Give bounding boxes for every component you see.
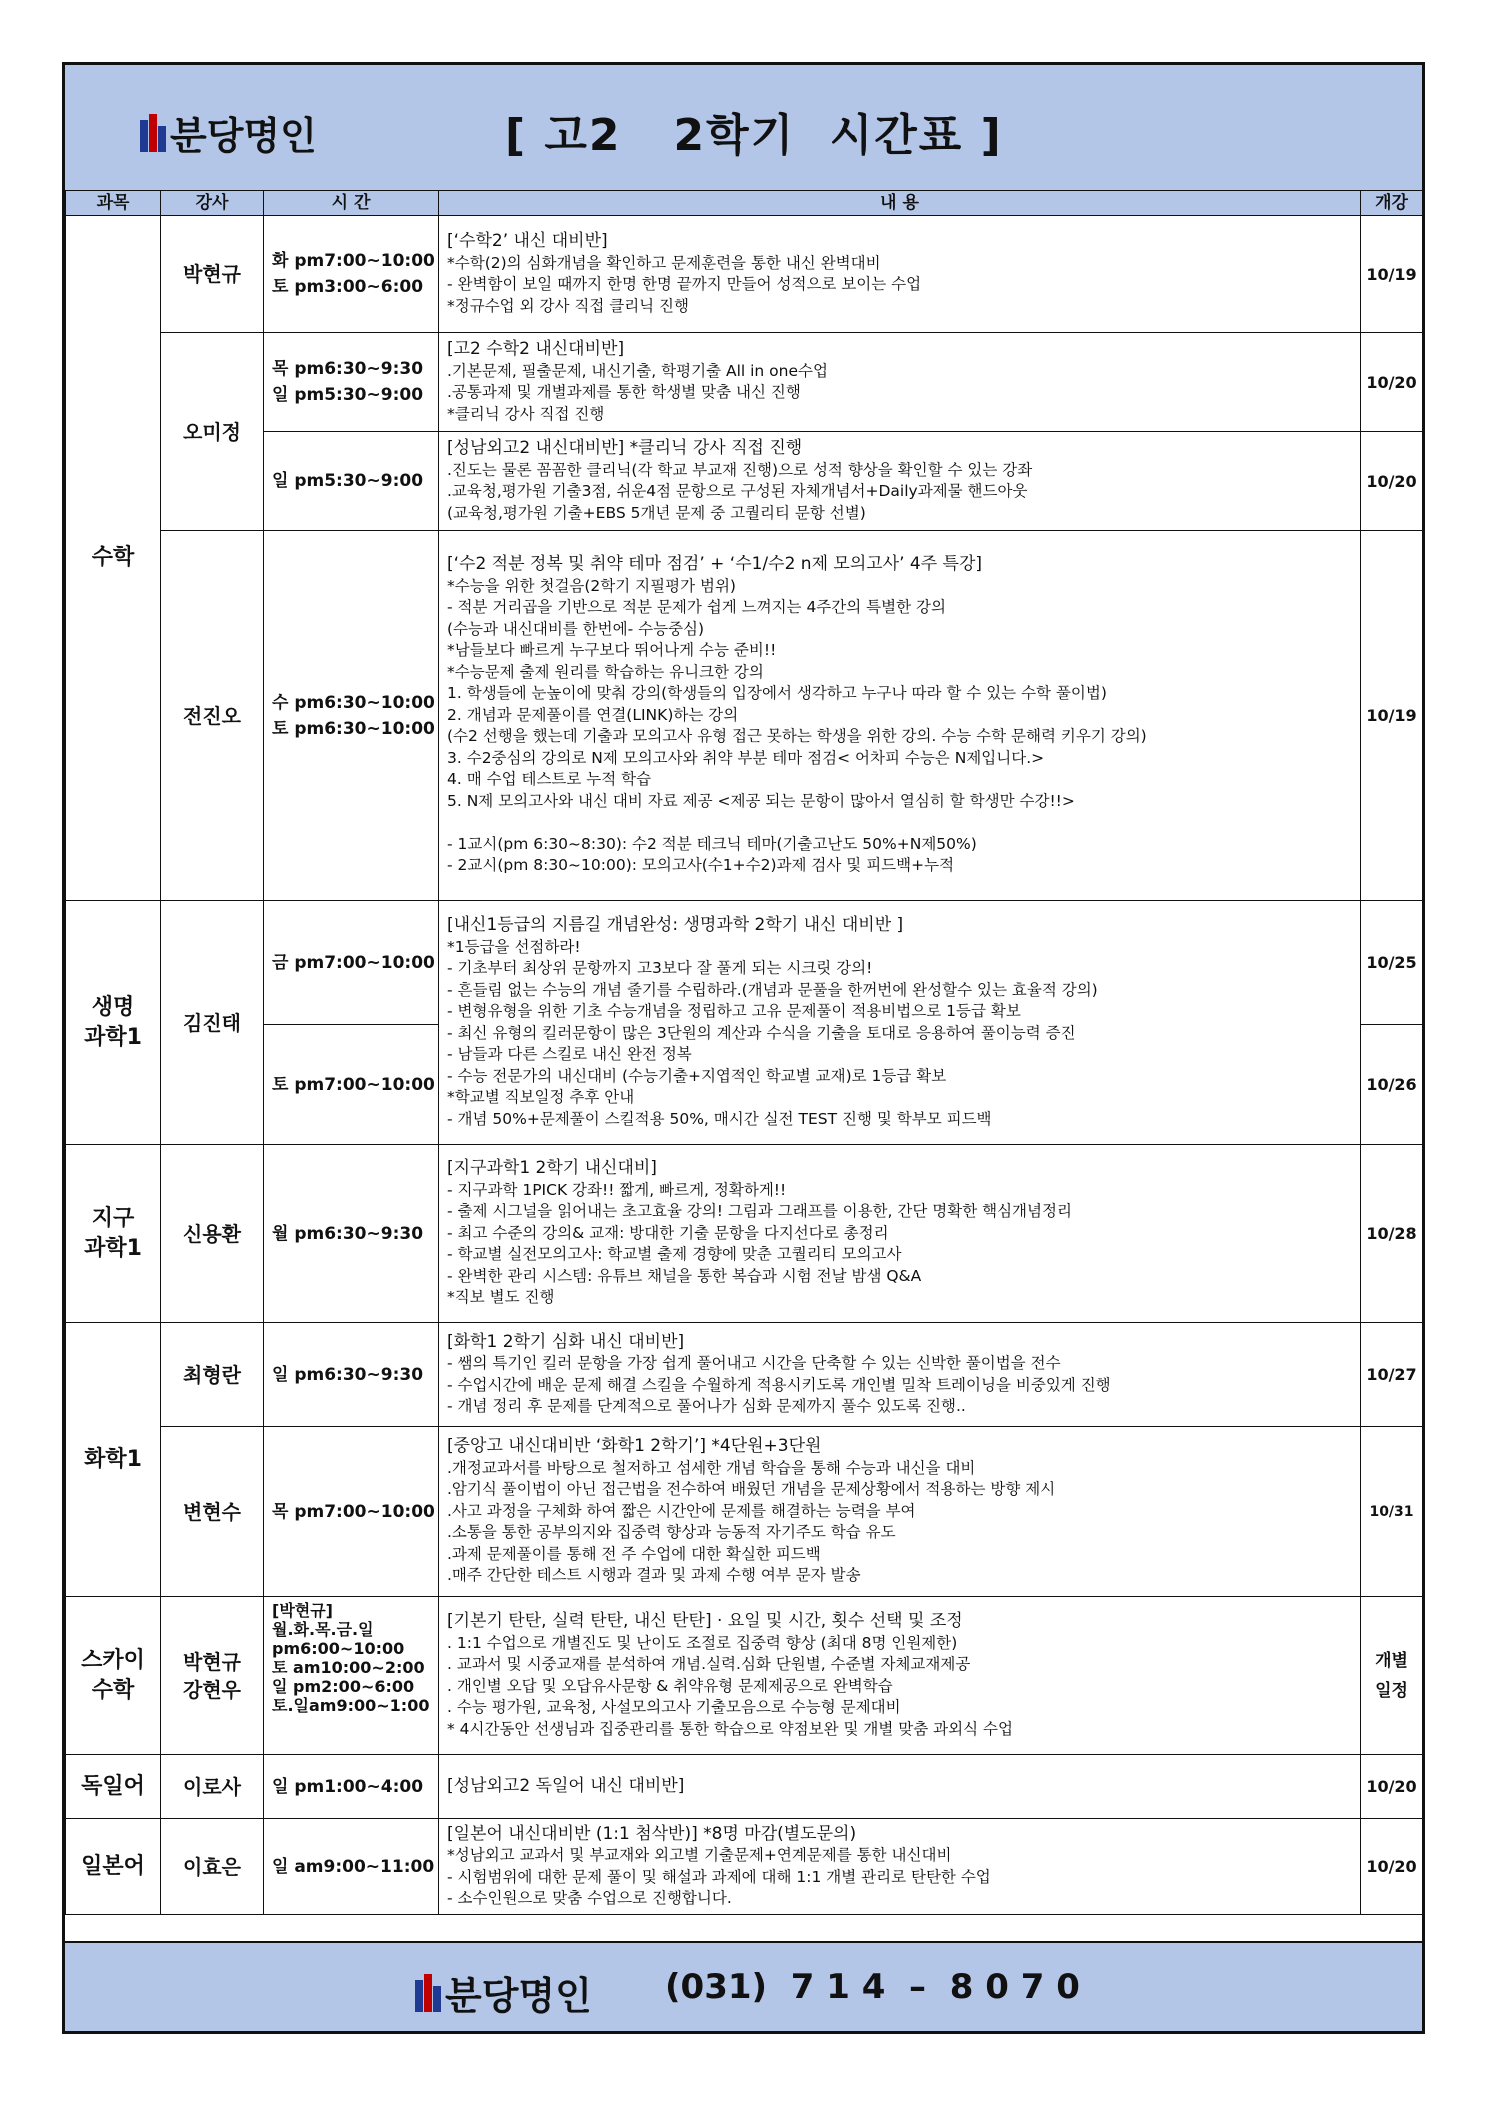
content-line <box>447 812 1354 834</box>
content-line: . 교과서 및 시중교재를 분석하여 개념.실력.심화 단원별, 수준별 자체교재제공 <box>447 1655 971 1673</box>
table-row <box>66 1427 1423 1597</box>
logo-icon <box>415 1974 441 2012</box>
table-row <box>66 1145 1423 1323</box>
content-heading: [‘수2 적분 정복 및 취약 테마 점검’ + ‘수1/수2 n제 모의고사’ 4주 특강] <box>447 554 983 575</box>
time-cell <box>264 1323 439 1427</box>
table-row <box>66 531 1423 901</box>
footer <box>65 1941 1422 2031</box>
time-cell <box>264 1025 439 1145</box>
subject-cell: 생명 과학1 <box>66 901 161 1145</box>
content-line: - 기초부터 최상위 문항까지 고3보다 잘 풀게 되는 시크릿 강의! <box>447 959 873 977</box>
subject-cell: 수학 <box>66 216 161 901</box>
phone-number: (031) 7 1 4 – 8 0 7 0 <box>665 1967 1080 2007</box>
content-line: . 수능 평가원, 교육청, 사설모의고사 기출모음으로 수능형 문제대비 <box>447 1698 901 1716</box>
content-cell <box>439 1755 1361 1819</box>
open-date-cell: 10/27 <box>1361 1323 1423 1427</box>
content-line: .개정교과서를 바탕으로 철저하고 섬세한 개념 학습을 통해 수능과 내신을 대비 <box>447 1458 976 1477</box>
col-time: 시 간 <box>264 191 439 216</box>
teacher-cell: 전진오 <box>161 531 264 901</box>
content-line: 5. N제 모의고사와 내신 대비 자료 제공 <제공 되는 문항이 많아서 열심히 할 학생만 수강!!> <box>447 791 1075 810</box>
content-line: - 최신 유형의 킬러문항이 많은 3단원의 계산과 수식을 기출을 토대로 응용하여 풀이능력 증진 <box>447 1023 1076 1042</box>
content-line: .공통과제 및 개별과제를 통한 학생별 맞춤 내신 진행 <box>447 383 801 401</box>
open-date-cell: 10/25 <box>1361 901 1423 1025</box>
content-line: *정규수업 외 강사 직접 클리닉 진행 <box>447 296 690 315</box>
teacher-cell: 오미정 <box>161 333 264 531</box>
time-slot: 일 pm5:30~9:00 <box>272 385 424 405</box>
logo-icon <box>140 114 166 152</box>
content-line: (수능과 내신대비를 한번에- 수능중심) <box>447 619 705 638</box>
time-slot: 목 pm7:00~10:00 <box>272 1501 435 1522</box>
content-line: - 1교시(pm 6:30~8:30): 수2 적분 테크닉 테마(기출고난도 50%+N제50%) <box>447 834 977 853</box>
content-line: - 흔들림 없는 수능의 개념 줄기를 수립하라.(개념과 문풀을 한꺼번에 완성할수 있는 효율적 강의) <box>447 980 1098 999</box>
content-line: - 2교시(pm 8:30~10:00): 모의고사(수1+수2)과제 검사 및 피드백+누적 <box>447 856 955 875</box>
table-row <box>66 216 1423 333</box>
content-line: - 소수인원으로 맞춤 수업으로 진행합니다. <box>447 1889 732 1907</box>
content-heading: [내신1등급의 지름길 개념완성: 생명과학 2학기 내신 대비반 ] <box>447 915 904 935</box>
content-cell <box>439 1323 1361 1427</box>
content-heading: [‘수학2’ 내신 대비반] <box>447 231 608 251</box>
content-heading: [기본기 탄탄, 실력 탄탄, 내신 탄탄] · 요일 및 시간, 횟수 선택 및 조정 <box>447 1611 963 1631</box>
teacher-cell: 최형란 <box>161 1323 264 1427</box>
content-line: .사고 과정을 구체화 하여 짧은 시간안에 문제를 해결하는 능력을 부여 <box>447 1501 916 1520</box>
content-cell <box>439 901 1361 1145</box>
time-slot: 일 pm2:00~6:00 <box>272 1677 415 1696</box>
content-cell <box>439 216 1361 333</box>
content-line: . 1:1 수업으로 개별진도 및 난이도 조절로 집중력 향상 (최대 8명 인원제한) <box>447 1633 958 1652</box>
table-header-row <box>66 191 1423 216</box>
content-heading: [화학1 2학기 심화 내신 대비반] <box>447 1331 685 1352</box>
time-slot: 월.화.목.금.일 <box>272 1620 374 1639</box>
content-line: (수2 선행을 했는데 기출과 모의고사 유형 접근 못하는 학생을 위한 강의. 수능 수학 문해력 키우기 강의) <box>447 727 1147 746</box>
content-line: 4. 매 수업 테스트로 누적 학습 <box>447 770 652 789</box>
content-line: - 완벽함이 보일 때까지 한명 한명 끝까지 만들어 성적으로 보이는 수업 <box>447 275 922 293</box>
open-date-cell: 10/28 <box>1361 1145 1423 1323</box>
time-slot: 토.일am9:00~1:00 <box>272 1696 430 1715</box>
teacher-cell: 이효은 <box>161 1819 264 1915</box>
timetable <box>65 190 1423 1915</box>
time-slot: 일 am9:00~11:00 <box>272 1856 435 1877</box>
subject-cell: 일본어 <box>66 1819 161 1915</box>
content-line: - 쌤의 특기인 킬러 문항을 가장 쉽게 풀어내고 시간을 단축할 수 있는 신박한 풀이법을 전수 <box>447 1354 1061 1372</box>
open-date-cell: 10/20 <box>1361 1819 1423 1915</box>
subject-cell: 독일어 <box>66 1755 161 1819</box>
content-line: . 개인별 오답 및 오답유사문항 & 취약유형 문제제공으로 완벽학습 <box>447 1676 893 1695</box>
content-line: - 변형유형을 위한 기초 수능개념을 정립하고 고유 문제풀이 적용비법으로 1등급 확보 <box>447 1002 1021 1020</box>
time-cell <box>264 1145 439 1323</box>
content-cell <box>439 1597 1361 1755</box>
content-line: *수능문제 출제 원리를 학습하는 유니크한 강의 <box>447 662 764 681</box>
content-line: - 최고 수준의 강의& 교재: 방대한 기출 문항을 다지선다로 총정리 <box>447 1223 889 1242</box>
brand-name: 분당명인 <box>170 114 317 158</box>
content-line: * 4시간동안 선생님과 집중관리를 통한 학습으로 약점보완 및 개별 맞춤 과외식 수업 <box>447 1719 1013 1738</box>
time-slot: 월 pm6:30~9:30 <box>272 1223 424 1244</box>
col-open: 개강 <box>1361 191 1423 216</box>
content-line: *클리닉 강사 직접 진행 <box>447 404 605 423</box>
content-line: 2. 개념과 문제풀이를 연결(LINK)하는 강의 <box>447 705 739 724</box>
open-date-cell: 10/20 <box>1361 1755 1423 1819</box>
content-line: .암기식 풀이법이 아닌 접근법을 전수하여 배웠던 개념을 문제상황에서 적용하는 방향 제시 <box>447 1480 1056 1499</box>
teacher-cell: 이로사 <box>161 1755 264 1819</box>
content-line: - 수업시간에 배운 문제 해결 스킬을 수월하게 적용시키도록 개인별 밀착 트레이닝을 비중있게 진행 <box>447 1375 1111 1394</box>
footer-logo <box>415 1965 592 2020</box>
time-cell <box>264 432 439 531</box>
content-line: (교육청,평가원 기출+EBS 5개년 문제 중 고퀄리티 문항 선별) <box>447 503 866 522</box>
teacher-cell: 신용환 <box>161 1145 264 1323</box>
content-line: - 완벽한 관리 시스템: 유튜브 채널을 통한 복습과 시험 전날 밤샘 Q&A <box>447 1266 922 1285</box>
content-cell <box>439 531 1361 901</box>
content-line: *1등급을 선점하라! <box>447 937 581 956</box>
table-row <box>66 1323 1423 1427</box>
content-line: - 학교별 실전모의고사: 학교별 출제 경향에 맞춘 고퀄리티 모의고사 <box>447 1245 902 1264</box>
time-slot: 일 pm6:30~9:30 <box>272 1364 424 1385</box>
table-row <box>66 1755 1423 1819</box>
col-subject: 과목 <box>66 191 161 216</box>
header <box>65 65 1422 192</box>
content-line: - 남들과 다른 스킬로 내신 완전 정복 <box>447 1045 692 1063</box>
subject-cell: 스카이 수학 <box>66 1597 161 1755</box>
content-line: .기본문제, 필출문제, 내신기출, 학평기출 All in one수업 <box>447 361 828 380</box>
time-cell <box>264 216 439 333</box>
table-row <box>66 1597 1423 1755</box>
content-line: .소통을 통한 공부의지와 집중력 향상과 능동적 자기주도 학습 유도 <box>447 1523 896 1542</box>
content-cell <box>439 333 1361 432</box>
open-date-cell: 개별 일정 <box>1361 1597 1423 1755</box>
content-cell <box>439 432 1361 531</box>
table-row <box>66 333 1423 432</box>
time-slot: 금 pm7:00~10:00 <box>272 952 435 973</box>
content-heading: [일본어 내신대비반 (1:1 첨삭반)] *8명 마감(별도문의) <box>447 1823 857 1844</box>
time-slot: 토 pm3:00~6:00 <box>272 277 424 297</box>
content-line: - 지구과학 1PICK 강좌!! 짧게, 빠르게, 정확하게!! <box>447 1180 787 1199</box>
content-line: .교육청,평가원 기출3점, 쉬운4점 문항으로 구성된 자체개념서+Daily과제물 핸드아웃 <box>447 482 1028 500</box>
content-cell <box>439 1819 1361 1915</box>
schedule-frame <box>62 62 1425 2034</box>
content-line: *남들보다 빠르게 누구보다 뛰어나게 수능 준비!! <box>447 641 777 660</box>
content-line: *수학(2)의 심화개념을 확인하고 문제훈련을 통한 내신 완벽대비 <box>447 253 881 272</box>
table-row <box>66 901 1423 1025</box>
content-line: *직보 별도 진행 <box>447 1288 555 1307</box>
table-row <box>66 1819 1423 1915</box>
content-heading: [성남외고2 독일어 내신 대비반] <box>447 1775 685 1796</box>
time-slot: 토 am10:00~2:00 <box>272 1658 425 1677</box>
time-cell <box>264 901 439 1025</box>
teacher-cell: 박현규 강현우 <box>161 1597 264 1755</box>
time-slot: 수 pm6:30~10:00 <box>272 692 435 713</box>
teacher-cell: 김진태 <box>161 901 264 1145</box>
brand-logo <box>140 105 317 160</box>
content-line: *성남외고 교과서 및 부교재와 외고별 기출문제+연계문제를 통한 내신대비 <box>447 1846 952 1864</box>
page-title: [ 고2 2학기 시간표 ] <box>505 110 1003 161</box>
open-date-cell: 10/19 <box>1361 216 1423 333</box>
col-teacher: 강사 <box>161 191 264 216</box>
time-cell <box>264 1819 439 1915</box>
content-line: 3. 수2중심의 강의로 N제 모의고사와 취약 부분 테마 점검< 어차피 수능은 N제입니다.> <box>447 748 1045 767</box>
time-slot: 목 pm6:30~9:30 <box>272 359 424 379</box>
subject-cell: 화학1 <box>66 1323 161 1597</box>
content-line: 1. 학생들에 눈높이에 맞춰 강의(학생들의 입장에서 생각하고 누구나 따라 할 수 있는 수학 풀이법) <box>447 684 1107 703</box>
time-cell <box>264 1755 439 1819</box>
time-slot: 토 pm6:30~10:00 <box>272 718 435 739</box>
content-line: - 출제 시그널을 읽어내는 초고효율 강의! 그림과 그래프를 이용한, 간단 명확한 핵심개념정리 <box>447 1202 1072 1221</box>
content-line: - 적분 거리곱을 기반으로 적분 문제가 쉽게 느껴지는 4주간의 특별한 강의 <box>447 598 946 617</box>
content-line: .진도는 물론 꼼꼼한 클리닉(각 학교 부교재 진행)으로 성적 향상을 확인할 수 있는 강좌 <box>447 460 1033 479</box>
content-line: .매주 간단한 테스트 시행과 결과 및 과제 수행 여부 문자 발송 <box>447 1566 861 1585</box>
open-date-cell: 10/26 <box>1361 1025 1423 1145</box>
content-line: *수능을 위한 첫걸음(2학기 지필평가 범위) <box>447 576 736 595</box>
subject-cell: 지구 과학1 <box>66 1145 161 1323</box>
col-content: 내 용 <box>439 191 1361 216</box>
time-slot: 일 pm5:30~9:00 <box>272 471 424 491</box>
teacher-cell: 변현수 <box>161 1427 264 1597</box>
time-cell <box>264 333 439 432</box>
content-line: - 수능 전문가의 내신대비 (수능기출+지엽적인 학교별 교재)로 1등급 확보 <box>447 1066 947 1085</box>
table-row <box>66 432 1423 531</box>
open-date-cell: 10/19 <box>1361 531 1423 901</box>
time-slot: 화 pm7:00~10:00 <box>272 251 435 271</box>
content-line: .과제 문제풀이를 통해 전 주 수업에 대한 확실한 피드백 <box>447 1544 821 1563</box>
time-slot: pm6:00~10:00 <box>272 1639 405 1658</box>
content-heading: [중앙고 내신대비반 ‘화학1 2학기’] *4단원+3단원 <box>447 1436 822 1457</box>
content-line: - 개념 50%+문제풀이 스킬적용 50%, 매시간 실전 TEST 진행 및 학부모 피드백 <box>447 1109 992 1128</box>
time-slot: 토 pm7:00~10:00 <box>272 1074 435 1095</box>
time-cell <box>264 1427 439 1597</box>
time-slot: [박현규] <box>272 1601 333 1620</box>
content-cell <box>439 1427 1361 1597</box>
teacher-cell: 박현규 <box>161 216 264 333</box>
content-line: - 시험범위에 대한 문제 풀이 및 해설과 과제에 대해 1:1 개별 관리로 탄탄한 수업 <box>447 1867 991 1886</box>
content-line: *학교별 직보일정 추후 안내 <box>447 1088 635 1106</box>
open-date-cell: 10/20 <box>1361 432 1423 531</box>
content-cell <box>439 1145 1361 1323</box>
content-heading: [성남외고2 내신대비반] *클리닉 강사 직접 진행 <box>447 438 803 458</box>
content-heading: [지구과학1 2학기 내신대비] <box>447 1158 657 1179</box>
time-slot: 일 pm1:00~4:00 <box>272 1776 424 1797</box>
time-cell <box>264 531 439 901</box>
content-line: - 개념 정리 후 문제를 단계적으로 풀어나가 심화 문제까지 풀수 있도록 진행.. <box>447 1397 966 1415</box>
footer-brand-name: 분당명인 <box>445 1974 592 2018</box>
content-heading: [고2 수학2 내신대비반] <box>447 339 625 359</box>
open-date-cell: 10/20 <box>1361 333 1423 432</box>
open-date-cell: 10/31 <box>1361 1427 1423 1597</box>
time-cell <box>264 1597 439 1755</box>
